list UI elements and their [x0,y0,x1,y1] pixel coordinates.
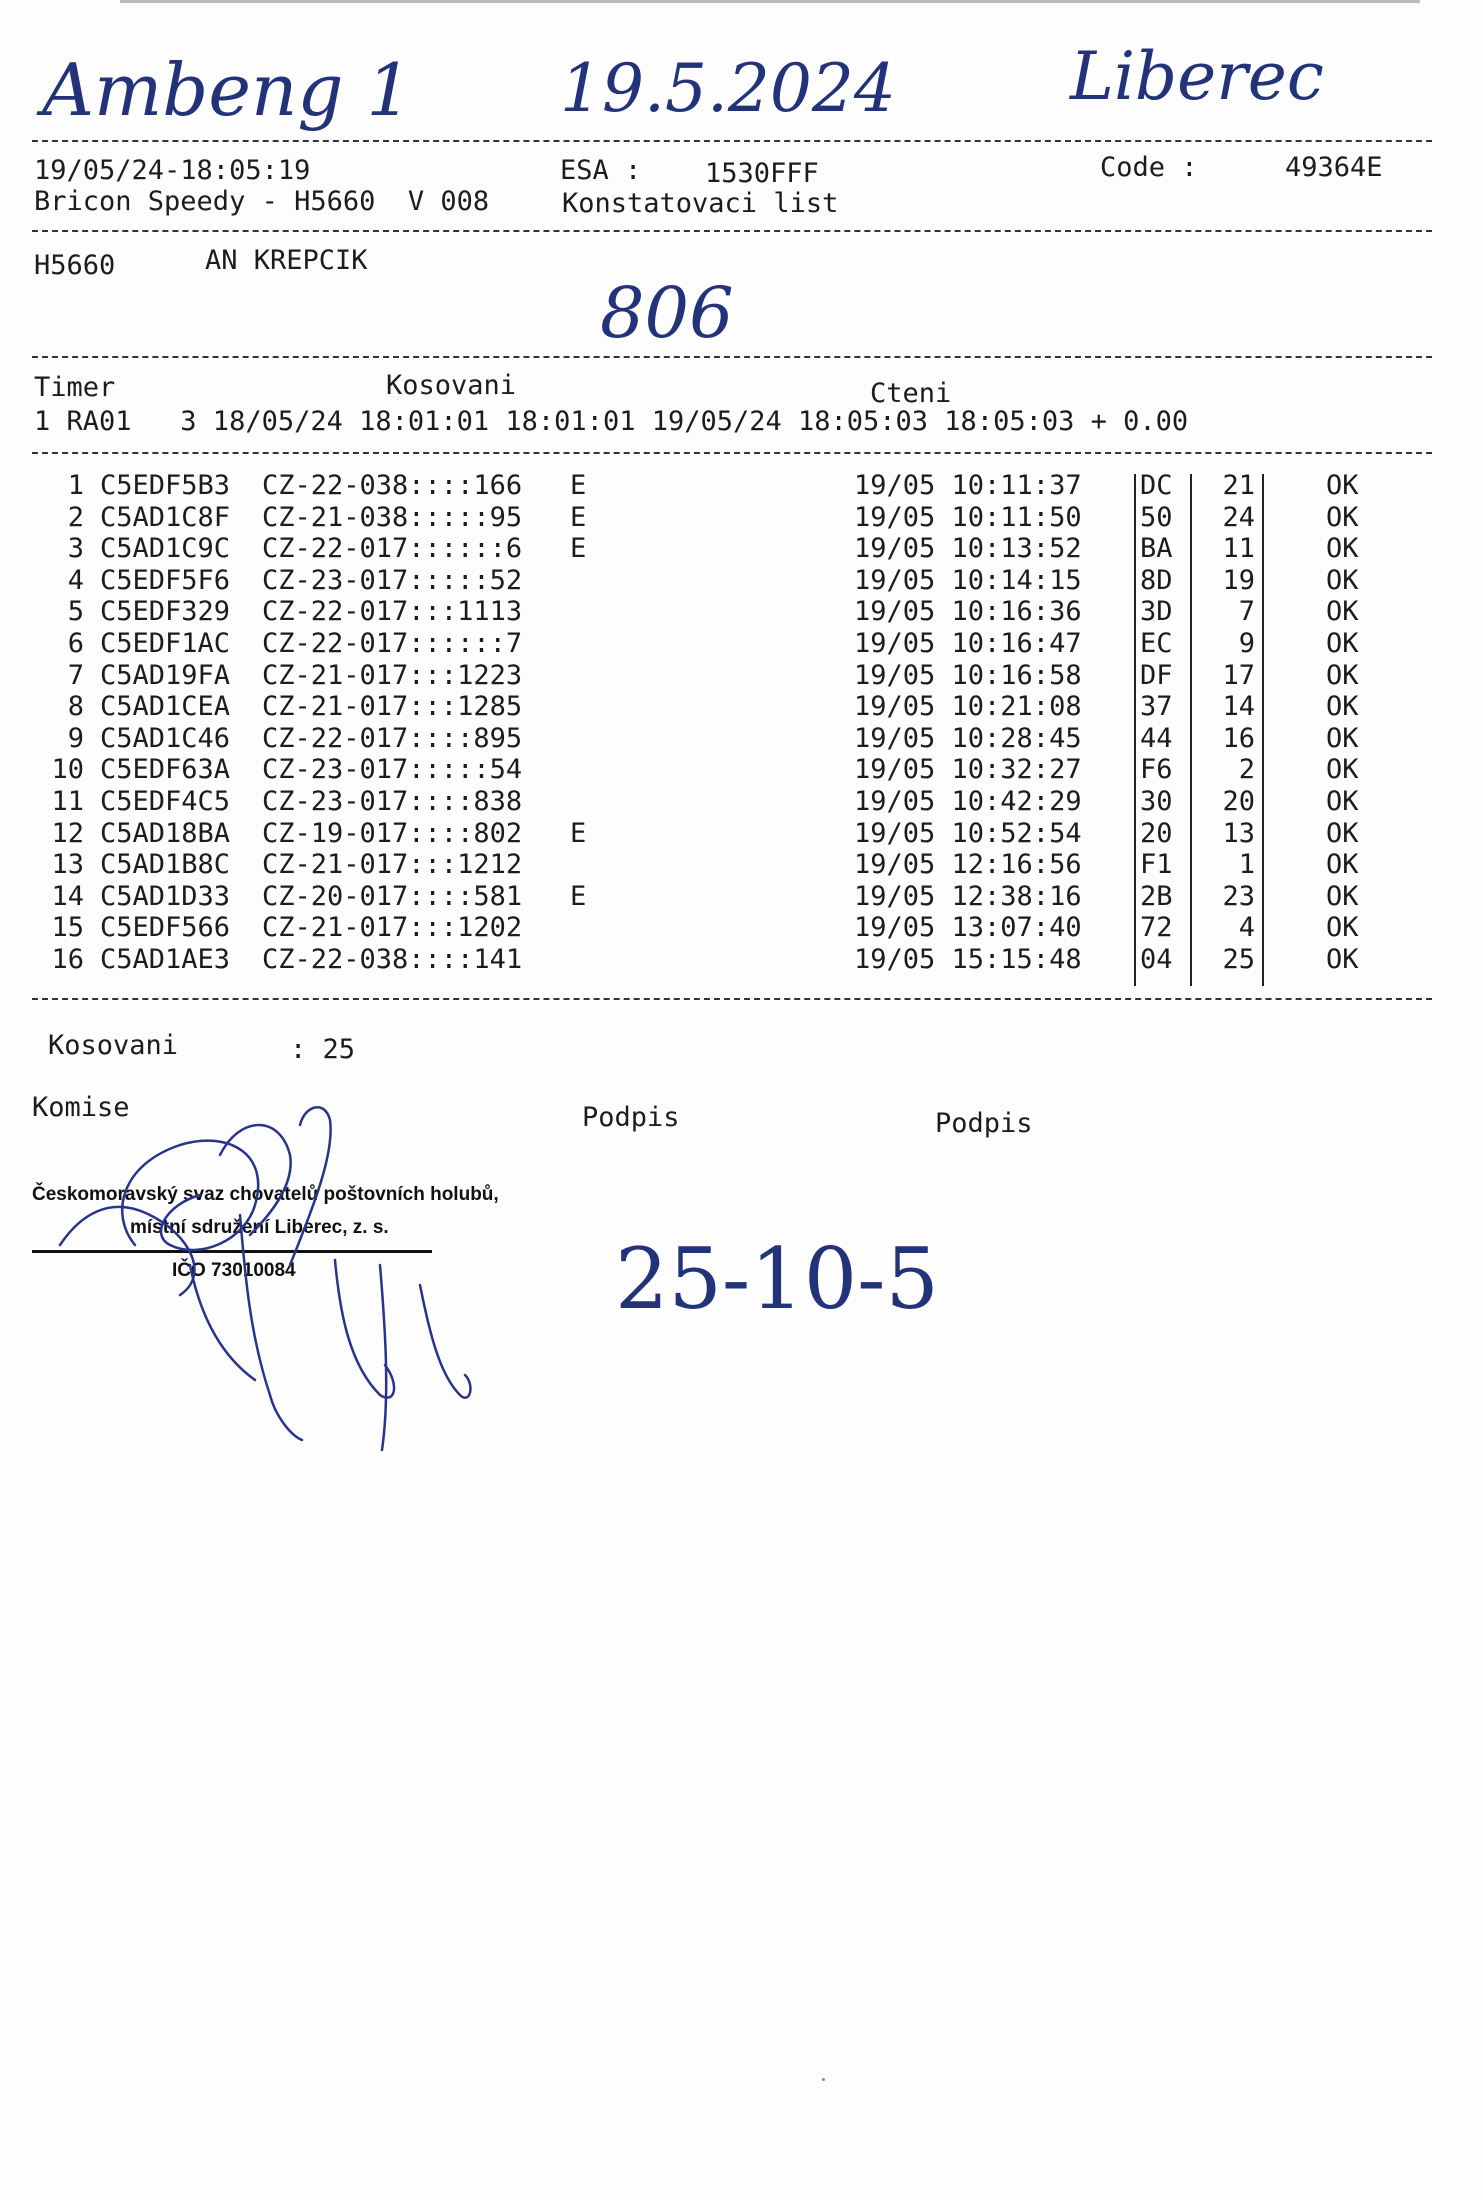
row-flag: E [570,817,587,849]
code-value: 49364E [1285,152,1383,183]
hex-code: 50 [1140,501,1173,533]
arrival-time: 19/05 10:32:27 [854,754,1082,786]
chip-id: C5AD1C9C [100,533,231,565]
position: 21 [1222,470,1255,501]
table-row [32,944,1432,976]
ring-number: CZ-22-017:::1113 [262,596,523,628]
hex-code: 20 [1140,817,1173,849]
divider [32,356,1432,358]
status-badge: OK [1326,944,1359,975]
table-row [32,628,1432,660]
column-rule [1262,474,1264,986]
position: 9 [1238,628,1255,659]
chip-id: C5EDF566 [100,912,231,944]
arrival-time: 19/05 10:11:37 [854,470,1082,501]
komise-label: Komise [32,1092,130,1123]
handwritten-number: 806 [600,272,734,354]
stamp-line-1: Českomoravský svaz chovatelů poštovních holubů, [32,1184,499,1205]
table-row [32,596,1432,628]
cteni-header: Cteni [870,378,952,409]
row-flag: E [570,880,587,912]
arrival-time: 19/05 10:11:50 [854,501,1082,533]
table-row [32,691,1432,723]
chip-id: C5AD18BA [100,817,231,849]
status-badge: OK [1326,501,1359,533]
table-row [32,818,1432,850]
handwritten-place: Liberec [1070,38,1324,115]
arrival-time: 19/05 15:15:48 [854,944,1082,975]
arrival-time: 19/05 10:28:45 [854,722,1082,754]
owner-id: H5660 [34,250,116,281]
arrival-time: 19/05 12:38:16 [854,880,1082,912]
ring-number: CZ-21-017:::1223 [262,659,523,691]
speck [822,2078,825,2081]
chip-id: C5AD1B8C [100,849,231,881]
row-flag: E [570,470,587,501]
divider [32,452,1432,454]
esa-label: ESA : [560,155,642,186]
hex-code: 72 [1140,912,1173,944]
row-number: 9 [67,722,84,754]
ring-number: CZ-21-017:::1202 [262,912,523,944]
position: 7 [1238,596,1255,628]
page-top-edge [120,0,1420,3]
esa-value: 1530FFF [705,158,819,189]
hex-code: EC [1140,628,1173,659]
arrival-time: 19/05 10:14:15 [854,564,1082,596]
arrival-time: 19/05 10:16:47 [854,628,1082,659]
status-badge: OK [1326,849,1359,881]
chip-id: C5AD1D33 [100,880,231,912]
row-number: 14 [51,880,84,912]
column-rule [1190,474,1192,986]
hex-code: 04 [1140,944,1173,975]
kosovani-total-label: Kosovani [48,1030,179,1061]
ring-number: CZ-22-017::::::6 [262,533,523,565]
table-row [32,533,1432,565]
row-number: 16 [51,944,84,975]
device-info: Bricon Speedy - H5660 V 008 [34,186,490,217]
row-number: 3 [67,533,84,565]
ring-number: CZ-21-017:::1212 [262,849,523,881]
row-flag: E [570,533,587,565]
hex-code: 8D [1140,564,1173,596]
table-row [32,786,1432,818]
table-row [32,754,1432,786]
status-badge: OK [1326,533,1359,565]
podpis-label: Podpis [582,1102,680,1133]
status-badge: OK [1326,817,1359,849]
document-title: Konstatovaci list [562,188,839,219]
table-row [32,881,1432,913]
position: 24 [1222,501,1255,533]
row-number: 4 [67,564,84,596]
ring-number: CZ-22-038::::141 [262,944,523,975]
arrival-time: 19/05 10:21:08 [854,691,1082,723]
status-badge: OK [1326,691,1359,723]
divider [32,230,1432,232]
hex-code: F6 [1140,754,1173,786]
hex-code: F1 [1140,849,1173,881]
position: 23 [1222,880,1255,912]
status-badge: OK [1326,628,1359,659]
chip-id: C5AD1C46 [100,722,231,754]
row-number: 1 [67,470,84,501]
arrival-time: 19/05 13:07:40 [854,912,1082,944]
row-number: 13 [51,849,84,881]
position: 20 [1222,786,1255,817]
hex-code: 37 [1140,691,1173,723]
timer-label: Timer [34,372,116,403]
signature-graphic [40,1095,480,1455]
position: 1 [1238,849,1255,881]
hex-code: DC [1140,470,1173,501]
row-number: 7 [67,659,84,691]
status-badge: OK [1326,880,1359,912]
arrival-time: 19/05 10:16:58 [854,659,1082,691]
chip-id: C5AD1C8F [100,501,231,533]
row-number: 12 [51,817,84,849]
position: 25 [1222,944,1255,975]
arrival-time: 19/05 12:16:56 [854,849,1082,881]
chip-id: C5EDF1AC [100,628,231,659]
position: 11 [1222,533,1255,565]
table-row [32,470,1432,502]
row-number: 8 [67,691,84,723]
chip-id: C5EDF5F6 [100,564,231,596]
status-badge: OK [1326,470,1359,501]
hex-code: 3D [1140,596,1173,628]
hex-code: 30 [1140,786,1173,817]
chip-id: C5AD19FA [100,659,231,691]
table-row [32,723,1432,755]
status-badge: OK [1326,659,1359,691]
ring-number: CZ-23-017:::::54 [262,754,523,786]
status-badge: OK [1326,596,1359,628]
chip-id: C5EDF329 [100,596,231,628]
position: 16 [1222,722,1255,754]
kosovani-header: Kosovani [386,370,517,401]
ring-number: CZ-22-017::::::7 [262,628,523,659]
ring-number: CZ-19-017::::802 [262,817,523,849]
arrival-time: 19/05 10:42:29 [854,786,1082,817]
status-badge: OK [1326,912,1359,944]
row-number: 2 [67,501,84,533]
arrival-time: 19/05 10:13:52 [854,533,1082,565]
row-number: 6 [67,628,84,659]
row-number: 15 [51,912,84,944]
divider [32,140,1432,142]
table-row [32,660,1432,692]
row-flag: E [570,501,587,533]
ring-number: CZ-23-017:::::52 [262,564,523,596]
table-row [32,912,1432,944]
divider [32,998,1432,1000]
hex-code: DF [1140,659,1173,691]
chip-id: C5AD1AE3 [100,944,231,975]
stamp-line-3: IČO 73010084 [172,1260,296,1281]
owner-name: AN KREPCIK [205,245,368,276]
table-row [32,565,1432,597]
hex-code: BA [1140,533,1173,565]
handwritten-score: 25-10-5 [615,1230,939,1328]
status-badge: OK [1326,722,1359,754]
table-row [32,849,1432,881]
kosovani-total-value: : 25 [290,1034,356,1065]
row-number: 10 [51,754,84,786]
status-badge: OK [1326,786,1359,817]
stamp-line-2: místní sdružení Liberec, z. s. [130,1217,389,1238]
row-number: 5 [67,596,84,628]
chip-id: C5AD1CEA [100,691,231,723]
ring-number: CZ-22-017::::895 [262,722,523,754]
column-rule [1134,474,1136,986]
arrival-time: 19/05 10:52:54 [854,817,1082,849]
ring-number: CZ-21-038:::::95 [262,501,523,533]
position: 17 [1222,659,1255,691]
timer-line: 1 RA01 3 18/05/24 18:01:01 18:01:01 19/05/24 18:05:03 18:05:03 + 0.00 [34,406,1189,437]
ring-number: CZ-21-017:::1285 [262,691,523,723]
report-timestamp: 19/05/24-18:05:19 [34,155,311,186]
position: 2 [1238,754,1255,786]
chip-id: C5EDF5B3 [100,470,231,501]
status-badge: OK [1326,564,1359,596]
position: 13 [1222,817,1255,849]
chip-id: C5EDF63A [100,754,231,786]
arrival-time: 19/05 10:16:36 [854,596,1082,628]
ring-number: CZ-20-017::::581 [262,880,523,912]
chip-id: C5EDF4C5 [100,786,231,817]
status-badge: OK [1326,754,1359,786]
row-number: 11 [51,786,84,817]
table-row [32,502,1432,534]
ring-number: CZ-23-017::::838 [262,786,523,817]
ring-number: CZ-22-038::::166 [262,470,523,501]
position: 19 [1222,564,1255,596]
podpis-label: Podpis [935,1108,1033,1139]
position: 14 [1222,691,1255,723]
handwritten-annotation: Ambeng 1 [42,48,413,132]
code-label: Code : [1100,152,1198,183]
hex-code: 44 [1140,722,1173,754]
position: 4 [1238,912,1255,944]
handwritten-date: 19.5.2024 [560,50,896,127]
hex-code: 2B [1140,880,1173,912]
